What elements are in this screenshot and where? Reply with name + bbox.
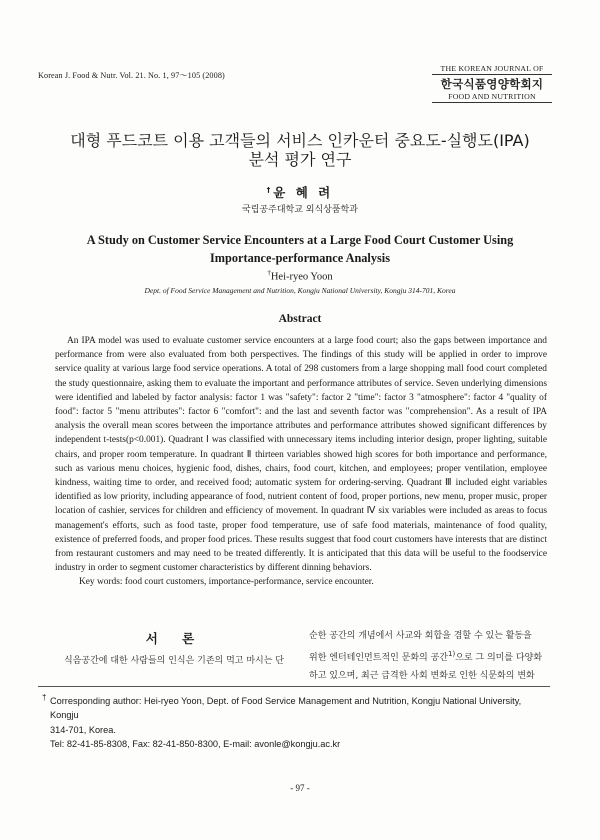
introduction-heading: 서 론	[145, 631, 205, 646]
page-number: - 97 -	[290, 783, 310, 793]
abstract-heading: Abstract	[278, 313, 322, 325]
footnote-line3: Tel: 82-41-85-8308, Fax: 82-41-850-8300, E-mail: avonle@kongju.ac.kr	[50, 738, 341, 749]
abstract-text: An IPA model was used to evaluate customer service encounters at a large food court; also the gaps between importance and performance from were also evaluated from both perspectives. The findings of this study will be applied in order to improve service quality at various large food service operations. A total of 298 customers from a large shopping mall food court completed the study questionnaire, asking them to evaluate the important and performance attributes of service. Seven underlying dimensions were identified and labeled by factor analysis: factor 1 was "safety": factor 2 "time": factor 3 "atmosphere": factor 4 "quality of food": factor 5 "menu attributes": factor 6 "comfort": and the last and seventh factor was "comprehension". As a result of IPA analysis the overall mean scores between the importance attributes and performance attributes showed significant differences by independent t-tests(p<0.001). Quadrant Ⅰ was classified with unnecessary items including interior design, proper lighting, suitable chairs, and proper room temperature. In quadrant Ⅱ thirteen variables showed high scores for both importance and performance, such as various menu choices, hygienic food, dishes, chairs, food court, kitchen, and employees; proper ventilation, employee kindness, waiting time to order, and received food; automatic system for ordering-serving. Quadrant Ⅲ included eight variables identified as low priority, including appearance of food, nutrient content of food, proper portions, new menu, proper music, proper location of cashier, services for children and efficiency of movement. In quadrant Ⅳ six variables were included as areas to focus management's efforts, such as food taste, proper food temperature, use of safe food materials, maintenance of food quality, existence of preferred foods, and proper food prices. These results suggest that food court customers have interests that are distinct from restaurant customers and may need to be treated differently. It is anticipated that this data will be useful to the foodservice industry in order to segment customer characteristics by different dinning behaviors.	[55, 336, 547, 574]
journal-name-en-bottom: FOOD AND NUTRITION	[448, 92, 536, 101]
journal-citation: Korean J. Food & Nutr. Vol. 21. No. 1, 97～105 (2008)	[38, 71, 225, 80]
journal-name-en-top: THE KOREAN JOURNAL OF	[440, 64, 544, 73]
author-english	[0, 269, 600, 283]
footnote-mark: †	[42, 693, 47, 702]
intro-right-line2-text: 위한 엔터테인먼트적인 문화의 공간	[309, 653, 448, 663]
masthead-rule-bottom	[432, 102, 552, 103]
title-korean-line1: 대형 푸드코트 이용 고객들의 서비스 인카운터 중요도-실행도(IPA)	[70, 131, 530, 150]
title-english	[0, 231, 600, 267]
corresponding-author-footnote	[42, 693, 550, 751]
title-korean-line2: 분석 평가 연구	[248, 150, 352, 169]
footnote-rule	[38, 686, 550, 687]
title-english-line2: Importance-performance Analysis	[210, 251, 390, 265]
intro-right-line2-cont: 으로 그 의미를 다양화	[455, 653, 543, 663]
footnote-line2: 314-701, Korea.	[50, 724, 116, 735]
reference-mark: 1)	[448, 650, 456, 658]
footnote-line1: Corresponding author: Hei-ryeo Yoon, Dept. of Food Service Management and Nutrition, Kongju National University, Kongju	[50, 696, 522, 721]
author-korean	[0, 183, 600, 201]
journal-masthead	[432, 64, 552, 104]
title-english-line1: A Study on Customer Service Encounters at a Large Food Court Customer Using	[86, 233, 514, 247]
author-mark: †	[266, 185, 274, 194]
journal-name-ko: 한국식품영양학회지	[440, 77, 544, 91]
author-english-name: Hei-ryeo Yoon	[270, 271, 333, 283]
affiliation-english: Dept. of Food Service Management and Nutrition, Kongju National University, Kongju 314-701, Korea	[144, 286, 456, 295]
intro-right-line3: 하고 있으며, 최근 급격한 사회 변화로 인한 식문화의 변화	[309, 671, 535, 681]
intro-left-column: 식음공간에 대한 사람들의 인식은 기존의 먹고 마시는 단	[64, 656, 284, 666]
affiliation-korean: 국립공주대학교 외식상품학과	[242, 205, 358, 215]
masthead-rule-top	[432, 74, 552, 75]
intro-right-line2	[309, 645, 547, 667]
keywords: Key words: food court customers, importance-performance, service encounter.	[79, 577, 374, 588]
author-mark-en: †	[267, 269, 271, 277]
title-korean	[0, 131, 600, 169]
abstract-body	[55, 334, 547, 590]
intro-right-column	[309, 627, 547, 685]
author-korean-name: 윤 혜 려	[273, 185, 334, 200]
intro-right-line1: 순한 공간의 개념에서 사교와 회합을 겸할 수 있는 활동을	[309, 631, 532, 641]
